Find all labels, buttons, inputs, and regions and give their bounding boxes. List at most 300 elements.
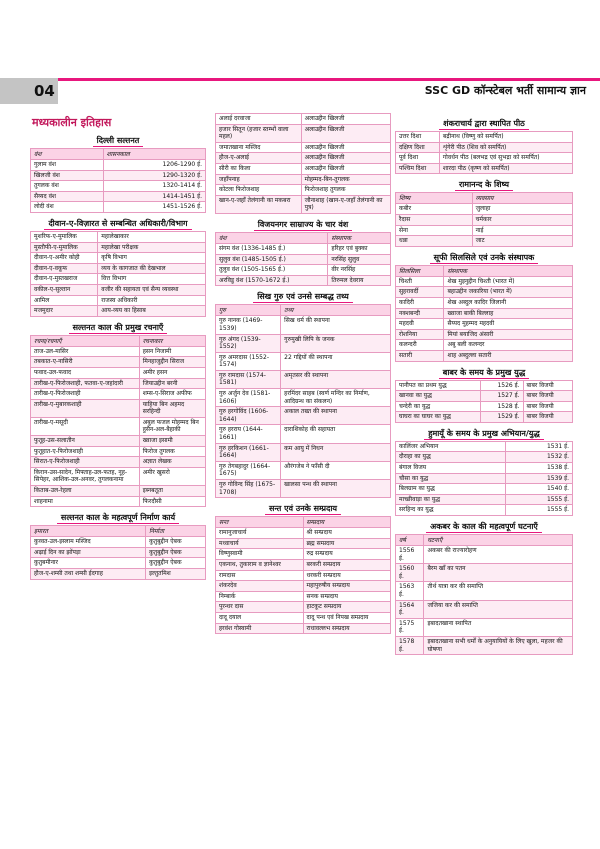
table-row xyxy=(216,275,391,286)
table-cell: उत्तर दिशा xyxy=(396,132,440,143)
table-cell: अमीर खुसरो xyxy=(139,467,205,485)
table-cell: गुरु रामदास (1574-1581) xyxy=(216,370,281,388)
table-cell: 1531 ई. xyxy=(506,441,573,452)
table-sultanate-works xyxy=(30,322,206,508)
table-cell: औरंगजेब ने फाँसी दी xyxy=(281,461,391,479)
section-title: सिख गुरु एवं उनसे सम्बद्ध तथ्य xyxy=(215,291,391,302)
table-row xyxy=(396,204,573,215)
table-cell: सीरी का किला xyxy=(216,163,302,174)
table-cell: फुतूह-उस-सलातीन xyxy=(31,436,140,447)
table-cell: धरकरी सम्प्रदाय xyxy=(303,570,391,581)
table-row xyxy=(216,389,391,407)
section-title: सन्त एवं उनके सम्प्रदाय xyxy=(215,503,391,514)
table-row xyxy=(396,582,573,600)
table-cell: गुरु हरकिशन (1661-1664) xyxy=(216,443,281,461)
table-cell: निम्बार्क xyxy=(216,591,304,602)
table-cell: अलाउद्दीन खिलजी xyxy=(301,124,390,142)
table-row xyxy=(396,142,573,153)
table-cell: चिश्ती xyxy=(396,276,444,287)
table-cell: शारदा पीठ (कृष्ण को समर्पित) xyxy=(439,163,572,174)
table-cell: अज्ञात लेखक xyxy=(139,457,205,468)
table-cell: रामानुजाचार्य xyxy=(216,528,304,539)
table-cell: रोशनिया xyxy=(396,329,444,340)
data-table xyxy=(395,534,573,655)
table-row xyxy=(216,114,391,125)
table-cell: 1560 ई. xyxy=(396,564,424,582)
section-title: हुमायूँ के समय के प्रमुख अभियान/युद्ध xyxy=(395,428,573,439)
table-row xyxy=(216,538,391,549)
table-cell: 1290-1320 ई. xyxy=(103,170,206,181)
column-header: संस्थापक xyxy=(328,232,391,243)
table-akbar xyxy=(395,521,573,655)
table-cell: मिनहाजुद्दीन सिराज xyxy=(139,357,205,368)
section-title: दिल्ली सल्तनत xyxy=(30,135,206,146)
table-cell: कम आयु में निधन xyxy=(281,443,391,461)
table-cell: जियाउद्दीन बरनी xyxy=(139,378,205,389)
table-cell: 1320-1414 ई. xyxy=(103,181,206,192)
table-cell: अबुल फजल मोहम्मद बिन हुसैन-अल-बैहाकी xyxy=(139,417,205,435)
table-row xyxy=(31,436,206,447)
table-row xyxy=(31,263,206,274)
table-cell: पुरन्धर दास xyxy=(216,602,304,613)
table-cell: इबादतखाना सभी धर्मों के अनुयायियों के लिए खुला, महजर की घोषणा xyxy=(424,636,573,654)
table-cell: श्री सम्प्रदाय xyxy=(303,528,391,539)
table-cell: खानवा का युद्ध xyxy=(396,391,481,402)
table-row xyxy=(31,486,206,497)
table-cell: दादू दयाल xyxy=(216,612,304,623)
table-row xyxy=(216,591,391,602)
data-table xyxy=(30,148,206,213)
table-row xyxy=(31,457,206,468)
table-cell: बाबर विजयी xyxy=(523,401,573,412)
table-cell: कबीर xyxy=(396,204,473,215)
table-cell: आय-व्यय का हिसाब xyxy=(98,306,206,317)
table-row xyxy=(31,467,206,485)
table-cell: मोहम्मद-बिन-तुगलक xyxy=(301,174,390,185)
table-cell: संगम वंश (1336-1485 ई.) xyxy=(216,243,328,254)
table-row xyxy=(216,480,391,498)
table-cell: फिरोजशाह तुगलक xyxy=(301,185,390,196)
table-cell: तिरुमल देवराय xyxy=(328,275,391,286)
table-cell: खिलजी वंश xyxy=(31,170,104,181)
table-cell: मियां बयाजिद अंसारी xyxy=(444,329,573,340)
table-cell: दाराशिकोह की सहायता xyxy=(281,425,391,443)
table-cell: तुलुव वंश (1505-1565 ई.) xyxy=(216,265,328,276)
table-cell: कलन्दरी xyxy=(396,340,444,351)
table-cell: किरान-उस-सादेन, मिफ्ताह-उल-फतह, नूह-सिपेहर, आशिक-उल-अनवर, तुगलकनामा xyxy=(31,467,140,485)
table-cell: राधावल्लभ सम्प्रदाय xyxy=(303,623,391,634)
table-row xyxy=(216,623,391,634)
table-row xyxy=(31,558,206,569)
table-row xyxy=(396,276,573,287)
table-cell: मुस्तौफी-ए-मुमालिक xyxy=(31,242,98,253)
column-header: गुरु xyxy=(216,305,281,316)
table-cell: याहिया बिन अहमद सरहिन्दी xyxy=(139,399,205,417)
table-cell: गुरु हरराय (1644-1661) xyxy=(216,425,281,443)
table-cell: तारीख-ए-मुबारकशाही xyxy=(31,399,140,417)
table-cell: फवाद-उल-फवाद xyxy=(31,367,140,378)
table-cell: इबादतखाना स्थापित xyxy=(424,618,573,636)
table-cell: वीर नरसिंह xyxy=(328,265,391,276)
table-header-row xyxy=(396,193,573,204)
table-row xyxy=(31,191,206,202)
table-cell: किताब-उल-रेहला xyxy=(31,486,140,497)
table-row xyxy=(396,401,573,412)
column-header: तथ्य xyxy=(281,305,391,316)
table-cell: शेख अब्दुल कादिर जिलानी xyxy=(444,297,573,308)
table-cell: दीवान-ए-अमीर कोही xyxy=(31,253,98,264)
table-cell: नाई xyxy=(472,225,572,236)
table-cell: जजिया कर की समाप्ति xyxy=(424,600,573,618)
table-cell: सिख धर्म की स्थापना xyxy=(281,316,391,334)
table-cell: बाबर विजयी xyxy=(523,380,573,391)
table-cell: कुतुबमीनार xyxy=(31,558,146,569)
table-cell: मध्वाचार्य xyxy=(216,538,304,549)
table-cell: फुतूहात-ए-फिरोजशाही xyxy=(31,446,140,457)
column-header: सम्प्रदाय xyxy=(303,517,391,528)
table-row xyxy=(396,297,573,308)
table-cell: हरवंश गोस्वामी xyxy=(216,623,304,634)
table-cell: 1555 ई. xyxy=(506,494,573,505)
table-row xyxy=(31,346,206,357)
data-table xyxy=(395,441,573,516)
table-cell: गुरुमुखी लिपि के जनक xyxy=(281,334,391,352)
data-table xyxy=(215,113,391,214)
table-cell: विष्णुस्वामी xyxy=(216,549,304,560)
column-header: व्यवसाय xyxy=(472,193,572,204)
column-header: शिष्य xyxy=(396,193,473,204)
column-header: सन्त xyxy=(216,517,304,528)
table-ramanand xyxy=(395,179,573,246)
table-row xyxy=(31,569,206,580)
table-cell: कुतुबुद्दीन ऐबक xyxy=(146,558,206,569)
column-header: रचना/रचनाएँ xyxy=(31,335,140,346)
table-cell: अढ़ाई दिन का झोंपड़ा xyxy=(31,547,146,558)
table-row xyxy=(31,367,206,378)
table-sikh-gurus xyxy=(215,291,391,498)
table-cell: नक्शबन्दी xyxy=(396,308,444,319)
table-row xyxy=(31,170,206,181)
table-cell: वजीर की सहायता एवं सैन्य व्यवस्था xyxy=(98,284,206,295)
table-row xyxy=(31,274,206,285)
table-cell: महालेखाकार xyxy=(98,231,206,242)
page-number: 04 xyxy=(0,78,58,104)
table-cell: कोटला फिरोजशाह xyxy=(216,185,302,196)
table-row xyxy=(31,231,206,242)
table-cell: बहाउद्दीन जकारिया (भारत में) xyxy=(444,287,573,298)
data-table xyxy=(215,516,391,634)
table-row xyxy=(31,547,206,558)
data-table xyxy=(395,265,573,362)
table-row xyxy=(31,537,206,548)
table-cell: कुव्वत-उल-इस्लाम मस्जिद xyxy=(31,537,146,548)
table-row xyxy=(396,319,573,330)
table-row xyxy=(216,153,391,164)
table-row xyxy=(396,441,573,452)
table-header-row xyxy=(31,526,206,537)
table-cell: बिलग्राम का युद्ध xyxy=(396,484,506,495)
table-cell: तबकात-ए-नासिरी xyxy=(31,357,140,368)
table-cell: सेना xyxy=(396,225,473,236)
section-title: सूफी सिलसिले एवं उनके संस्थापक xyxy=(395,252,573,263)
table-cell: कृषि विभाग xyxy=(98,253,206,264)
table-row xyxy=(31,242,206,253)
column-header: संस्थापक xyxy=(444,265,573,276)
table-row xyxy=(396,636,573,654)
table-row xyxy=(396,600,573,618)
table-cell: तीर्थ यात्रा कर की समाप्ति xyxy=(424,582,573,600)
column-3 xyxy=(395,113,573,655)
table-diwan-officials xyxy=(30,218,206,317)
table-cell: बाबर विजयी xyxy=(523,391,573,402)
table-row xyxy=(396,473,573,484)
table-cell: 1206-1290 ई. xyxy=(103,160,206,171)
table-cell: गोवर्धन पीठ (बलभद्र एवं सुभद्रा को समर्पित) xyxy=(439,153,572,164)
section-title: शंकराचार्य द्वारा स्थापित पीठ xyxy=(395,118,573,129)
book-title: SSC GD कॉन्स्टेबल भर्ती सामान्य ज्ञान xyxy=(424,84,586,97)
table-row xyxy=(396,132,573,143)
table-cell: अकाल तख्त की स्थापना xyxy=(281,407,391,425)
table-row xyxy=(216,549,391,560)
table-cell: हरिहर एवं बुक्का xyxy=(328,243,391,254)
table-cell: पानीपत का प्रथम युद्ध xyxy=(396,380,481,391)
table-row xyxy=(216,163,391,174)
table-cell: हौज-ए-शम्सी तथा शम्सी ईदगाह xyxy=(31,569,146,580)
table-row xyxy=(396,236,573,247)
data-table xyxy=(395,380,573,423)
section-title: रामानन्द के शिष्य xyxy=(395,179,573,190)
table-header-row xyxy=(31,335,206,346)
table-cell: अबु बली कलन्दर xyxy=(444,340,573,351)
table-row xyxy=(396,287,573,298)
table-cell: 1451-1526 ई. xyxy=(103,202,206,213)
table-row xyxy=(216,612,391,623)
table-cell: वकील-ए-सुल्तान xyxy=(31,284,98,295)
table-row xyxy=(31,399,206,417)
table-row xyxy=(396,564,573,582)
table-header-row xyxy=(216,517,391,528)
table-row xyxy=(396,484,573,495)
table-cell: 1528 ई. xyxy=(481,401,523,412)
table-cell: जाट xyxy=(472,236,572,247)
table-row xyxy=(396,494,573,505)
table-cell: वित्त विभाग xyxy=(98,274,206,285)
table-cell: इल्तुतमिश xyxy=(146,569,206,580)
table-row xyxy=(31,284,206,295)
table-cell: तारीख-ए-फिरोजशाही xyxy=(31,389,140,400)
table-cell: महापुरुषीय सम्प्रदाय xyxy=(303,581,391,592)
table-cell: सरहिन्द का युद्ध xyxy=(396,505,506,516)
table-row xyxy=(216,425,391,443)
table-cell: गुरु नानक (1469-1539) xyxy=(216,316,281,334)
table-cell: अलाउद्दीन खिलजी xyxy=(301,153,390,164)
table-cell: 1532 ई. xyxy=(506,452,573,463)
section-title: बाबर के समय के प्रमुख युद्ध xyxy=(395,367,573,378)
column-header: वंश xyxy=(31,149,104,160)
table-cell: हौज-ए-अलाई xyxy=(216,153,302,164)
section-title: विजयनगर साम्राज्य के चार वंश xyxy=(215,219,391,230)
page-header xyxy=(0,78,600,106)
table-cell: 1575 ई. xyxy=(396,618,424,636)
table-row xyxy=(396,340,573,351)
table-row xyxy=(31,160,206,171)
chapter-heading: मध्यकालीन इतिहास xyxy=(32,116,112,129)
table-row xyxy=(216,570,391,581)
table-cell: शंकरदेव xyxy=(216,581,304,592)
table-row xyxy=(216,461,391,479)
table-cell: रैदास xyxy=(396,214,473,225)
table-cell: अमीर हसन xyxy=(139,367,205,378)
table-cell: 1414-1451 ई. xyxy=(103,191,206,202)
table-cell: सैय्यद वंश xyxy=(31,191,104,202)
section-title: अकबर के काल की महत्वपूर्ण घटनाएँ xyxy=(395,521,573,532)
table-row xyxy=(396,163,573,174)
table-cell: 22 गद्दियों की स्थापना xyxy=(281,352,391,370)
section-title: सल्तनत काल की प्रमुख रचनाएँ xyxy=(30,322,206,333)
table-cell: चन्देरी का युद्ध xyxy=(396,401,481,412)
table-vijayanagar xyxy=(215,219,391,286)
table-cell: सिरात-ए-फिरोजशाही xyxy=(31,457,140,468)
table-cell: कादिरी xyxy=(396,297,444,308)
table-cell: जुलाहा xyxy=(472,204,572,215)
column-header: वर्ष xyxy=(396,535,424,546)
table-cell: गुरु अंगद (1539-1552) xyxy=(216,334,281,352)
table-cell: सुलुव वंश (1485-1505 ई.) xyxy=(216,254,328,265)
table-cell: मुशरिफ-ए-मुमालिक xyxy=(31,231,98,242)
table-row xyxy=(216,581,391,592)
table-header-row xyxy=(216,305,391,316)
table-header-row xyxy=(216,232,391,243)
table-row xyxy=(396,153,573,164)
table-cell: 1564 ई. xyxy=(396,600,424,618)
table-cell: गुरु गोविन्द सिंह (1675-1708) xyxy=(216,480,281,498)
table-row xyxy=(31,446,206,457)
table-cell: अरविडु वंश (1570-1672 ई.) xyxy=(216,275,328,286)
table-row xyxy=(396,618,573,636)
table-cell: सैय्यद मुहम्मद महदवी xyxy=(444,319,573,330)
table-cell: लोदी वंश xyxy=(31,202,104,213)
table-delhi-sultanate xyxy=(30,135,206,213)
header-rule xyxy=(58,78,600,81)
table-row xyxy=(216,124,391,142)
table-cell: गुरु अमरदास (1552-1574) xyxy=(216,352,281,370)
table-cell: शृंगेरी पीठ (शिव को समर्पित) xyxy=(439,142,572,153)
table-saints xyxy=(215,503,391,634)
table-cell: तारीख-ए-फिरोजशाही, फतवा-ए-जहांदारी xyxy=(31,378,140,389)
table-cell: खालसा पन्थ की स्थापना xyxy=(281,480,391,498)
table-shankaracharya xyxy=(395,118,573,174)
table-row xyxy=(396,225,573,236)
section-title: दीवान-ए-विज़ारत से सम्बन्धित अधिकारी/विभाग xyxy=(30,218,206,229)
table-row xyxy=(216,185,391,196)
table-row xyxy=(31,202,206,213)
table-row xyxy=(31,306,206,317)
table-cell: तारीख-ए-मसूदी xyxy=(31,417,140,435)
column-header: सिलसिला xyxy=(396,265,444,276)
table-cell: चर्मकार xyxy=(472,214,572,225)
table-row xyxy=(216,559,391,570)
table-row xyxy=(396,412,573,423)
table-cell: 1556 ई. xyxy=(396,546,424,564)
table-row xyxy=(31,417,206,435)
table-cell: अलाई दरवाजा xyxy=(216,114,302,125)
table-header-row xyxy=(31,149,206,160)
data-table xyxy=(215,304,391,498)
table-cell: पश्चिम दिशा xyxy=(396,163,440,174)
data-table xyxy=(30,525,206,579)
column-header: रचनाकार xyxy=(139,335,205,346)
table-sufi xyxy=(395,252,573,362)
table-cell: जमातखाना मस्जिद xyxy=(216,142,302,153)
table-cell: कुतुबुद्दीन ऐबक xyxy=(146,537,206,548)
table-cell: कुतुबुद्दीन ऐबक xyxy=(146,547,206,558)
table-cell: 1563 ई. xyxy=(396,582,424,600)
table-babur xyxy=(395,367,573,423)
table-cell: मजमुदार xyxy=(31,306,98,317)
table-row xyxy=(216,370,391,388)
table-row xyxy=(31,496,206,507)
table-row xyxy=(396,308,573,319)
table-cell: हसन निजामी xyxy=(139,346,205,357)
table-row xyxy=(396,391,573,402)
table-row xyxy=(396,505,573,516)
table-cell: राजस्व अधिकारी xyxy=(98,295,206,306)
table-cell: गुरु हरगोविंद (1606-1644) xyxy=(216,407,281,425)
table-cell: दीवान-ए-मुस्तखराज xyxy=(31,274,98,285)
table-cell: फिरोज तुगलक xyxy=(139,446,205,457)
table-cell: सुहरावर्दी xyxy=(396,287,444,298)
table-row xyxy=(31,378,206,389)
table-row xyxy=(216,334,391,352)
table-cell: एकनाथ, तुकाराम व ज्ञानेश्वर xyxy=(216,559,304,570)
table-cell: अलाउद्दीन खिलजी xyxy=(301,163,390,174)
column-1 xyxy=(30,113,206,580)
table-cell: शाह अब्दुल्ला सतारी xyxy=(444,350,573,361)
table-cell: ख्वाजा बाकी बिल्लाह xyxy=(444,308,573,319)
table-cell: सनक सम्प्रदाय xyxy=(303,591,391,602)
table-buildings-cont xyxy=(215,113,391,214)
table-cell: गुरु अर्जुन देव (1581-1606) xyxy=(216,389,281,407)
table-cell: ब्रह्म सम्प्रदाय xyxy=(303,538,391,549)
table-row xyxy=(396,463,573,474)
table-cell: गुरु तेगबहादुर (1664-1675) xyxy=(216,461,281,479)
column-header: घटनाएँ xyxy=(424,535,573,546)
table-row xyxy=(216,243,391,254)
table-humayun xyxy=(395,428,573,516)
table-cell: शाहनामा xyxy=(31,496,140,507)
table-cell: बंगाल विजय xyxy=(396,463,506,474)
table-row xyxy=(396,350,573,361)
table-cell: हरमिंदर साहब (स्वर्ण मन्दिर का निर्माण, आदिग्रन्थ का संकलन) xyxy=(281,389,391,407)
table-cell: गुलाम वंश xyxy=(31,160,104,171)
data-table xyxy=(395,131,573,174)
table-cell: 1538 ई. xyxy=(506,463,573,474)
table-row xyxy=(396,380,573,391)
table-row xyxy=(216,195,391,213)
table-cell: नरसिंह सुलुव xyxy=(328,254,391,265)
table-cell: अकबर की राज्यारोहण xyxy=(424,546,573,564)
data-table xyxy=(30,231,206,317)
table-cell: रामदास xyxy=(216,570,304,581)
table-row xyxy=(216,352,391,370)
column-header: निर्माता xyxy=(146,526,206,537)
table-cell: अलाउद्दीन खिलजी xyxy=(301,114,390,125)
table-cell: शेख मुइनुद्दीन चिश्ती (भारत में) xyxy=(444,276,573,287)
section-title: सल्तनत काल के महत्वपूर्ण निर्माण कार्य xyxy=(30,512,206,523)
table-row xyxy=(216,602,391,613)
table-cell: ताज-उल-मासिर xyxy=(31,346,140,357)
table-row xyxy=(31,253,206,264)
